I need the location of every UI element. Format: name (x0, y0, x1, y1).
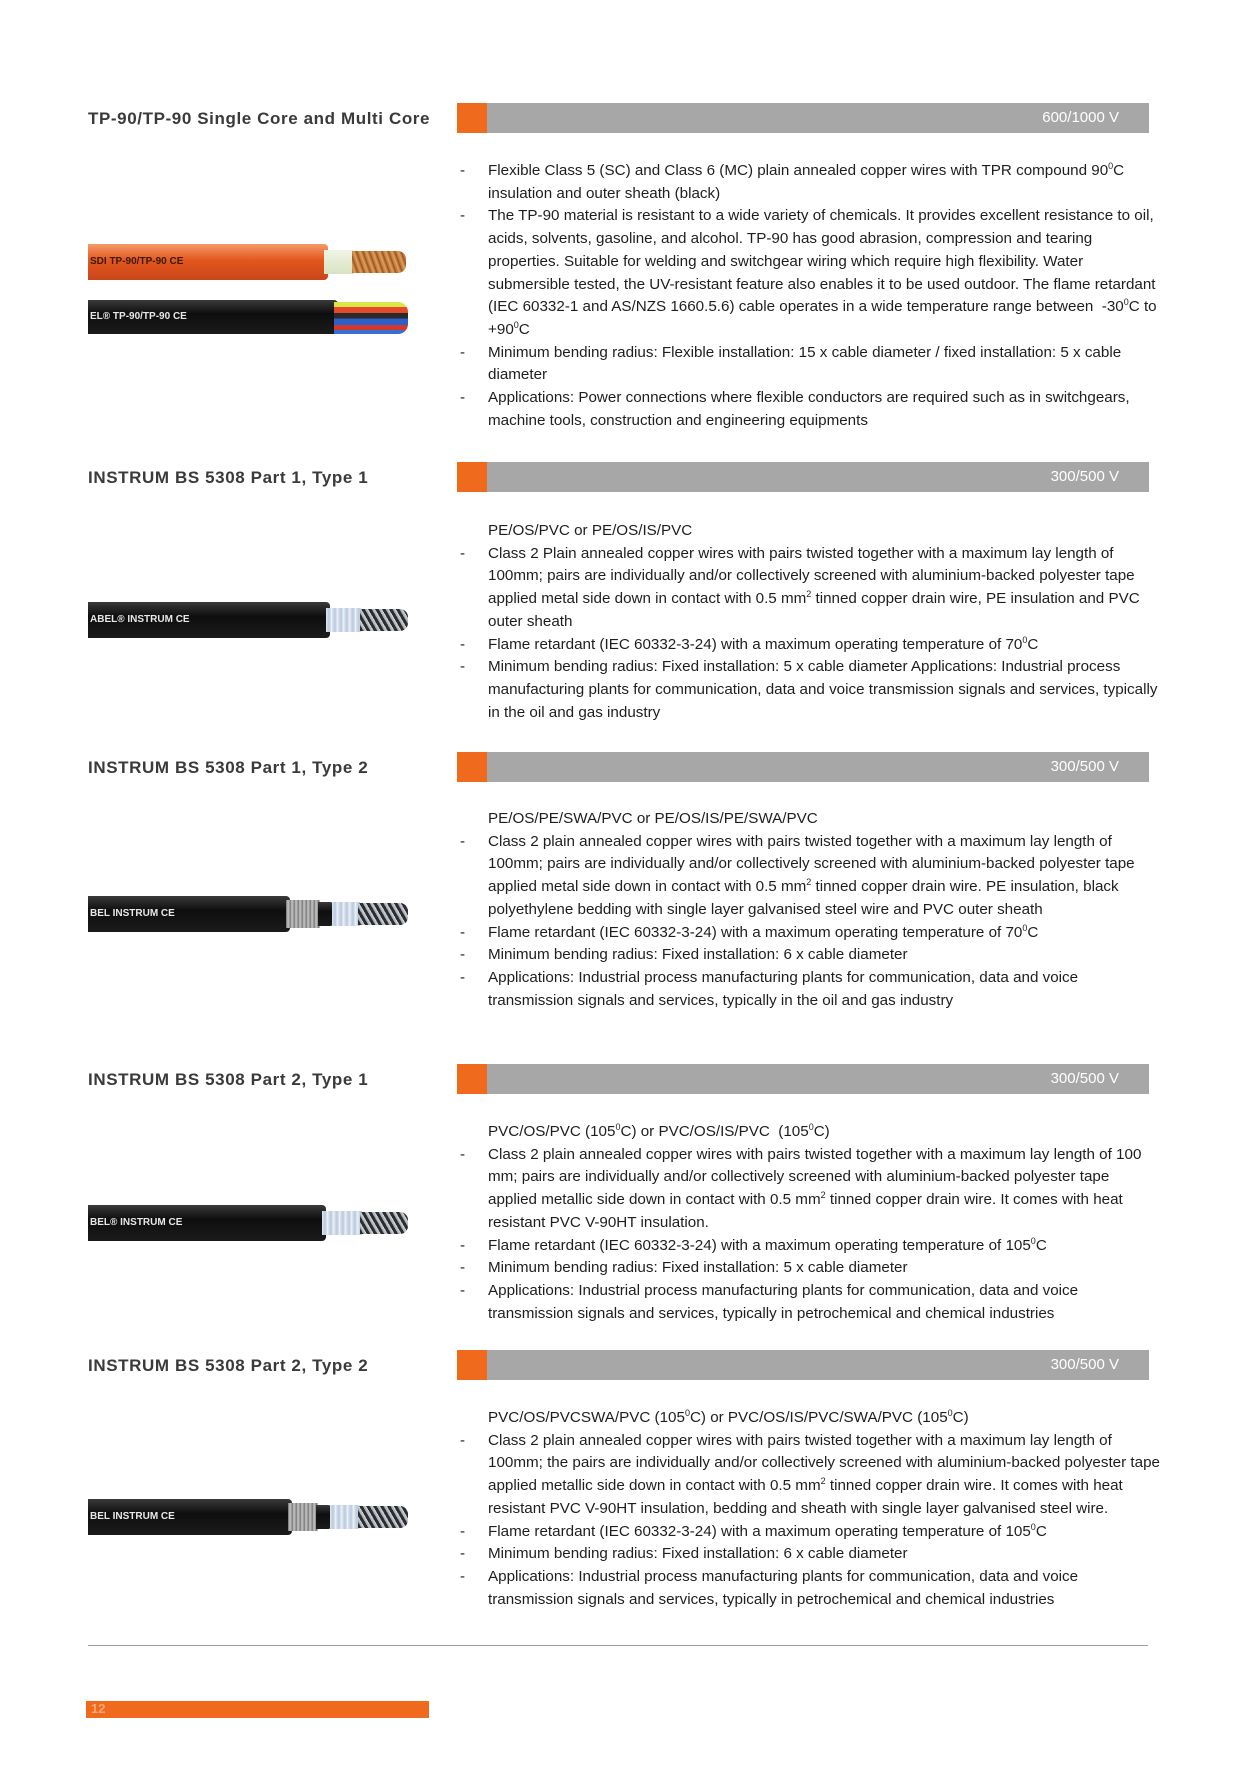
voltage-bar (457, 1350, 1149, 1380)
bullet-dash: - (460, 343, 466, 361)
section-title: INSTRUM BS 5308 Part 1, Type 1 (88, 468, 369, 487)
cable-print-label: BEL INSTRUM CE (90, 908, 175, 919)
bullet-dash: - (460, 1145, 466, 1163)
bullet-item (460, 1280, 1160, 1325)
bullet-item: - The TP-90 material is resistant to a wide variety of chemicals. It provides excellent resistance to oil, acids, solvents, gasoline, and alcohol. TP-90 has good abrasion, compression and tearing properties. Suitable for welding and switchgear wiring which require high flexibility. Water submersible tested, the UV-resistant feature also enables it to be used outdoor. The flame retardant (IEC 60332-1 and AS/NZS 1660.5.6) cable operates in a wide temperature range between $-30^0C$ to $+90^0C$ (460, 207, 1157, 338)
bullet-dash: - (460, 1522, 466, 1540)
bullet-text: Applications: Industrial process manufacturing plants for communication, data and voice transmission signals and services, typically in petrochemical and chemical industries (488, 1567, 1079, 1608)
voltage-bar (457, 1064, 1149, 1094)
cable-print-label: BEL® INSTRUM CE (90, 1217, 183, 1228)
accent-square (457, 103, 487, 133)
construction-code: PVC/OS/PVCSWA/PVC $(105^0C)$ or PVC/OS/IS/PVC/SWA/PVC $(105^0C)$ (488, 1407, 969, 1426)
bullet-text: Minimum bending radius: Fixed installation: 5 x cable diameter Applications: Industrial process manufacturing plants for communication, data and voice transmission signals and services, typically in the oil and gas industry (488, 658, 1158, 721)
bullet-text: Minimum bending radius: Fixed installation: 6 x cable diameter (488, 946, 908, 964)
voltage-rating: 300/500 V (1050, 1356, 1119, 1373)
accent-square (457, 462, 487, 492)
bullet-text: Minimum bending radius: Fixed installation: 6 x cable diameter (488, 1545, 908, 1563)
bullet-dash: - (460, 635, 466, 653)
footer-divider (88, 1645, 1148, 1646)
accent-square (457, 1064, 487, 1094)
cable-image (88, 1499, 418, 1539)
cable-jacket-black (88, 602, 330, 638)
cable-colored-cores (334, 302, 408, 334)
bullet-item (460, 342, 1160, 387)
construction-code: PVC/OS/PVC $(105^0C)$ or PVC/OS/IS/PVC $(105^0C)$ (488, 1121, 830, 1140)
cable-screen (322, 1211, 362, 1235)
cable-screen (332, 902, 360, 926)
bullet-item (460, 1543, 1160, 1566)
bullet-item: - Flexible Class 5 (SC) and Class 6 (MC) plain annealed copper wires with TPR compound $90^0C$ insulation and outer sheath (black) (460, 160, 1125, 202)
bullet-dash: - (460, 1545, 466, 1563)
section-title: INSTRUM BS 5308 Part 1, Type 2 (88, 758, 369, 777)
bullet-item (460, 1257, 1160, 1280)
cable-conductors (352, 251, 406, 273)
cable-print-label: SDI TP-90/TP-90 CE (90, 256, 184, 267)
cable-screen (330, 1505, 360, 1529)
cable-jacket-orange (88, 244, 328, 280)
cable-print-label: BEL INSTRUM CE (90, 1511, 175, 1522)
cable-screen (326, 608, 362, 632)
voltage-rating: 600/1000 V (1042, 109, 1119, 126)
cable-conductors (358, 1506, 408, 1528)
bullet-item: - Class 2 plain annealed copper wires with pairs twisted together with a maximum lay length of 100mm; the pairs are individually and/or collectively screened with aluminium-backed polyester tape applied metallic side down in contact with 0.5 $mm^2$ tinned copper drain wire. It comes with heat resistant PVC V-90HT insulation, bedding and sheath with single layer galvanised steel wire. (460, 1431, 1160, 1517)
bullet-dash: - (460, 544, 466, 562)
section-title: TP-90/TP-90 Single Core and Multi Core (88, 109, 431, 128)
bullet-dash: - (460, 1259, 466, 1277)
bullet-item (460, 944, 1160, 967)
bullet-text: Minimum bending radius: Flexible installation: 15 x cable diameter / fixed installation: 5 x cable diameter (488, 343, 1122, 384)
cable-image (88, 896, 418, 936)
bullet-item: - Flame retardant (IEC 60332-3-24) with a maximum operating temperature of $105^0C$ (460, 1521, 1160, 1544)
cable-image (88, 1205, 418, 1245)
bullet-dash: - (460, 923, 466, 941)
section-title: INSTRUM BS 5308 Part 2, Type 1 (88, 1070, 369, 1089)
bullet-item: - Flame retardant (IEC 60332-3-24) with a maximum operating temperature of $70^0C$ (460, 922, 1160, 945)
cable-conductors (358, 903, 408, 925)
bullet-item (460, 967, 1160, 1012)
cable-jacket-black (88, 1205, 326, 1241)
cable-image (88, 244, 418, 344)
accent-square (457, 752, 487, 782)
bullet-dash: - (460, 1236, 466, 1254)
bullet-dash: - (460, 1281, 466, 1299)
cable-armour (286, 900, 320, 928)
bullet-dash: - (460, 162, 466, 179)
cable-conductors (360, 1212, 408, 1234)
voltage-bar (457, 752, 1149, 782)
bullet-dash: - (460, 389, 466, 407)
page-footer-bar (86, 1701, 429, 1718)
page-number: 12 (91, 1701, 106, 1716)
bullet-dash: - (460, 946, 466, 964)
voltage-bar (457, 103, 1149, 133)
bullet-text: Applications: Industrial process manufacturing plants for communication, data and voice transmission signals and services, typically in the oil and gas industry (488, 968, 1079, 1009)
bullet-item: - Flame retardant (IEC 60332-3-24) with a maximum operating temperature of $70^0C$ (460, 634, 1160, 657)
cable-jacket-black (88, 896, 290, 932)
bullet-item (460, 387, 1160, 432)
voltage-rating: 300/500 V (1050, 1070, 1119, 1087)
bullet-item (460, 1566, 1160, 1611)
section-title: INSTRUM BS 5308 Part 2, Type 2 (88, 1356, 369, 1375)
bullet-dash: - (460, 207, 466, 225)
bullet-dash: - (460, 832, 466, 850)
cable-conductors (360, 609, 408, 631)
section-body (460, 520, 1160, 724)
bullet-text: Applications: Power connections where flexible conductors are required such as in switchgears, machine tools, construction and engineering equipments (488, 389, 1130, 429)
bullet-item: - Class 2 plain annealed copper wires with pairs twisted together with a maximum lay length of 100 mm; pairs are individually and/or collectively screened with aluminium-backed polyester tape applied metallic side down in contact with 0.5 $mm^2$ tinned copper drain wire. It comes with heat resistant PVC V-90HT insulation. (460, 1145, 1142, 1231)
bullet-text: Applications: Industrial process manufacturing plants for communication, data and voice transmission signals and services, typically in petrochemical and chemical industries (488, 1281, 1079, 1322)
section-body (460, 160, 1160, 432)
bullet-item: - Class 2 Plain annealed copper wires with pairs twisted together with a maximum lay length of 100mm; pairs are individually and/or collectively screened with aluminium-backed polyester tape applied metal side down in contact with 0.5 $mm^2$ tinned copper drain wire, PE insulation and PVC outer sheath (460, 544, 1140, 630)
bullet-dash: - (460, 658, 466, 676)
cable-print-label: EL® TP-90/TP-90 CE (90, 311, 187, 322)
voltage-rating: 300/500 V (1050, 468, 1119, 485)
bullet-text: Minimum bending radius: Fixed installation: 5 x cable diameter (488, 1259, 908, 1277)
construction-code: PE/OS/PE/SWA/PVC or PE/OS/IS/PE/SWA/PVC (488, 810, 818, 827)
bullet-dash: - (460, 1431, 466, 1449)
cable-image (88, 602, 418, 642)
accent-square (457, 1350, 487, 1380)
cable-armour (288, 1503, 318, 1531)
construction-code: PE/OS/PVC or PE/OS/IS/PVC (488, 522, 693, 539)
bullet-dash: - (460, 1567, 466, 1585)
bullet-item (460, 656, 1160, 724)
cable-insulation (324, 250, 354, 274)
cable-jacket-black (88, 1499, 292, 1535)
voltage-bar (457, 462, 1149, 492)
bullet-item: - Class 2 plain annealed copper wires with pairs twisted together with a maximum lay length of 100mm; pairs are individually and/or collectively screened with aluminium-backed polyester tape applied metal side down in contact with 0.5 $mm^2$ tinned copper drain wire. PE insulation, black polyethylene bedding with single layer galvanised steel wire and PVC outer sheath (460, 832, 1135, 918)
cable-print-label: ABEL® INSTRUM CE (90, 614, 190, 625)
voltage-rating: 300/500 V (1050, 758, 1119, 775)
bullet-dash: - (460, 968, 466, 986)
bullet-item: - Flame retardant (IEC 60332-3-24) with a maximum operating temperature of $105^0C$ (460, 1235, 1160, 1258)
section-body (460, 808, 1160, 1012)
cable-jacket-black (88, 300, 338, 334)
section-body (460, 1121, 1160, 1325)
section-body (460, 1407, 1160, 1611)
